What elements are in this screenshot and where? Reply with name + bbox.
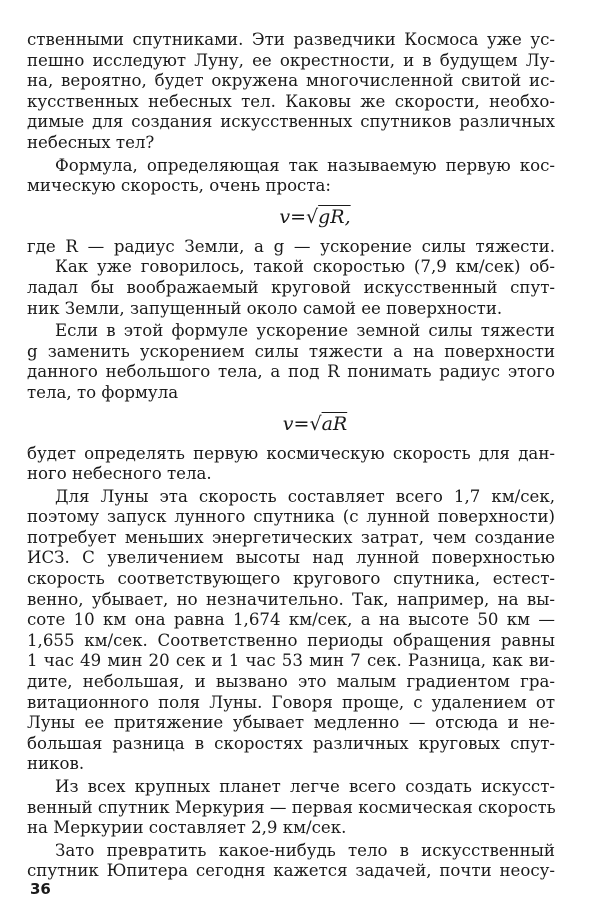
formula-radicand: gR, xyxy=(318,205,351,228)
text-line: на, вероятно, будет окружена многочисленной свитой ис- xyxy=(27,71,555,91)
text-line: тела, то формула xyxy=(27,382,179,402)
paragraph-1 xyxy=(27,30,555,154)
formula-radicand: aR xyxy=(321,412,348,435)
radical-sign: √ xyxy=(309,412,322,435)
text-line: ного небесного тела. xyxy=(27,464,212,484)
text-line: 1,655 км/сек. Соответственно периоды обращения равны xyxy=(27,630,555,650)
page-body xyxy=(27,30,555,882)
text-line: на Меркурии составляет 2,9 км/сек. xyxy=(27,818,347,838)
text-line: спутник Юпитера сегодня кажется задачей, почти неосу- xyxy=(27,861,555,881)
text-line: небесных тел? xyxy=(27,132,155,152)
text-line: 1 час 49 мин 20 сек и 1 час 53 мин 7 сек. Разница, как ви- xyxy=(27,651,555,671)
text-line: поэтому запуск лунного спутника (с лунной поверхности) xyxy=(27,507,555,527)
text-line: ственными спутниками. Эти разведчики Космоса уже ус- xyxy=(27,30,555,49)
text-line: Для Луны эта скорость составляет всего 1,7 км/сек, xyxy=(55,486,555,506)
text-line: Из всех крупных планет легче всего создать искусст- xyxy=(55,777,555,796)
text-line: димые для создания искусственных спутников различных xyxy=(27,112,555,132)
text-line: венно, убывает, но незначительно. Так, например, на вы- xyxy=(27,589,555,609)
text-line: потребует меньших энергетических затрат, чем создание xyxy=(27,527,555,547)
text-line: соте 10 км она равна 1,674 км/сек, а на высоте 50 км — xyxy=(27,610,555,630)
text-line: Зато превратить какое-нибудь тело в искусственный xyxy=(55,840,555,860)
formula-small-body-velocity xyxy=(27,404,555,444)
text-line: данного небольшого тела, а под R понимать радиус этого xyxy=(27,362,555,382)
text-line: ИСЗ. С увеличением высоты над лунной поверхностью xyxy=(27,548,555,568)
text-line: скорость соответствующего кругового спутника, естест- xyxy=(27,569,555,589)
text-line: ников. xyxy=(27,754,85,774)
text-line: дите, небольшая, и вызвано это малым градиентом гра- xyxy=(27,672,555,692)
paragraph-9 xyxy=(27,841,555,882)
paragraph-6 xyxy=(27,444,555,485)
text-line: будет определять первую космическую скорость для дан- xyxy=(27,443,555,463)
text-line: Луны ее притяжение убывает медленно — отсюда и не- xyxy=(27,713,555,733)
radical-sign: √ xyxy=(306,205,319,228)
text-line: Формула, определяющая так называемую первую кос- xyxy=(55,155,555,175)
text-line: ладал бы воображаемый круговой искусственный спут- xyxy=(27,277,555,297)
paragraph-2 xyxy=(27,156,555,197)
text-line: венный спутник Меркурия — первая космическая скорость xyxy=(27,797,556,817)
formula-lhs: v= xyxy=(282,412,310,435)
paragraph-5 xyxy=(27,321,555,403)
text-line: Если в этой формуле ускорение земной силы тяжести xyxy=(55,321,555,341)
text-line: кусственных небесных тел. Каковы же скорости, необхо- xyxy=(27,91,555,111)
text-line: Как уже говорилось, такой скоростью (7,9 км/сек) об- xyxy=(55,257,555,277)
formula-lhs: v= xyxy=(279,205,307,228)
paragraph-7 xyxy=(27,487,555,775)
text-line: g заменить ускорением силы тяжести a на поверхности xyxy=(27,341,555,361)
text-line: пешно исследуют Луну, ее окрестности, и в будущем Лу- xyxy=(27,50,555,70)
formula-first-cosmic-velocity xyxy=(27,197,555,237)
text-line: большая разница в скоростях различных круговых спут- xyxy=(27,733,555,753)
text-line: мическую скорость, очень проста: xyxy=(27,176,332,196)
paragraph-8 xyxy=(27,777,555,839)
text-line: где R — радиус Земли, а g — ускорение силы тяжести. xyxy=(27,236,555,256)
paragraph-4 xyxy=(27,257,555,319)
text-line: ник Земли, запущенный около самой ее поверхности. xyxy=(27,298,503,318)
text-line: витационного поля Луны. Говоря проще, с удалением от xyxy=(27,692,555,712)
page-number: 36 xyxy=(30,880,51,898)
paragraph-3 xyxy=(27,237,555,258)
